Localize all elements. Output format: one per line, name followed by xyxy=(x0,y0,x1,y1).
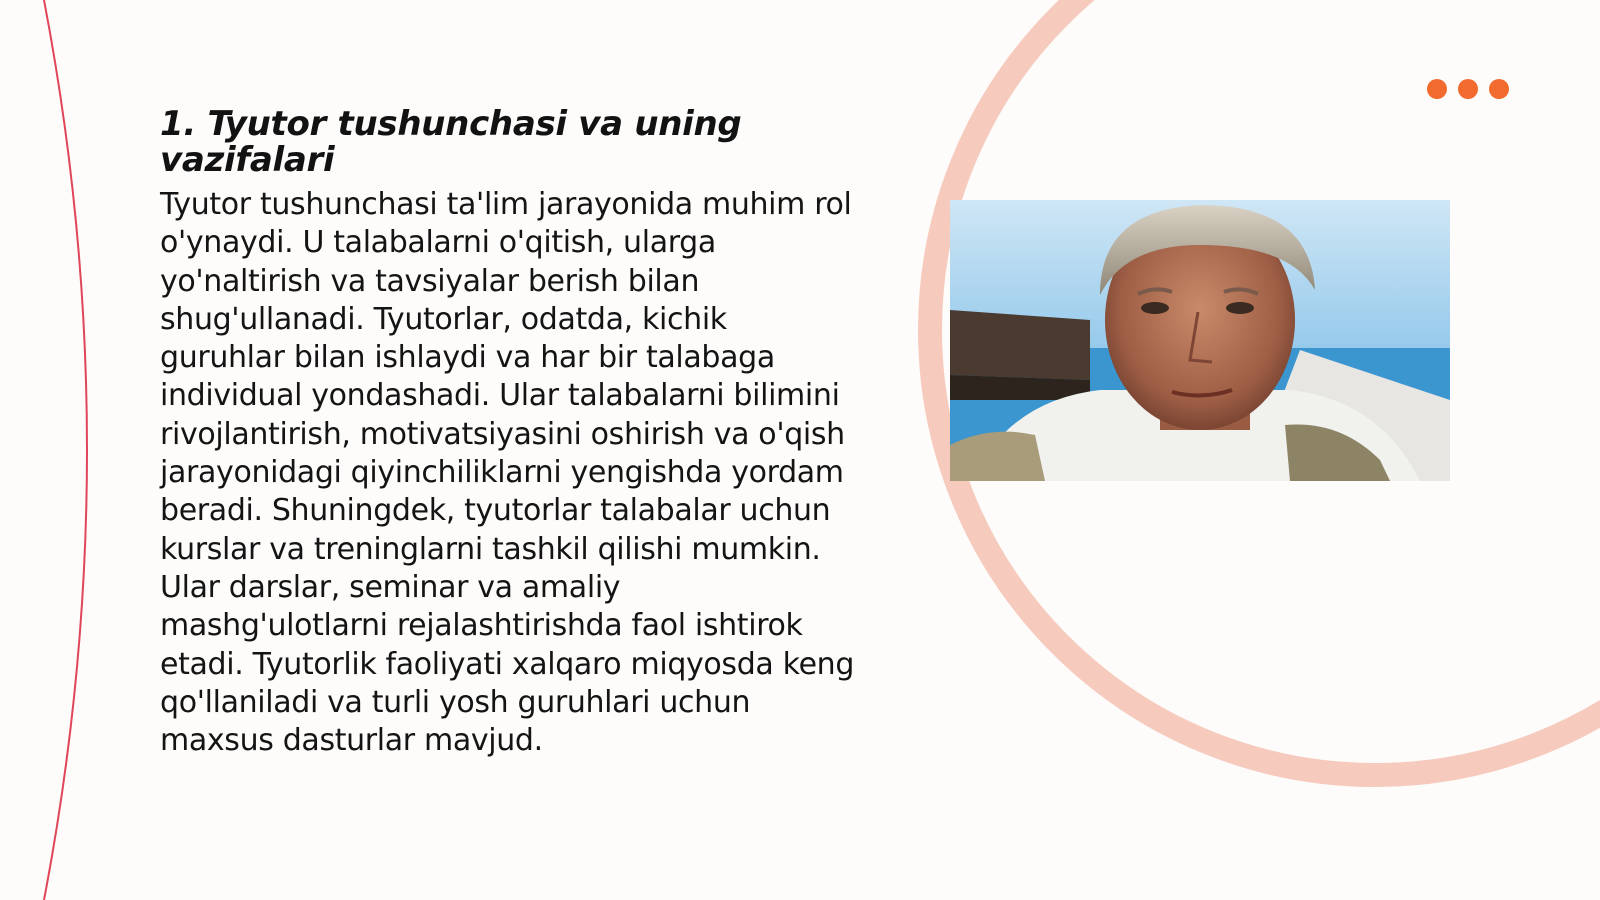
dot-icon xyxy=(1458,79,1478,99)
decorative-dots xyxy=(1427,79,1509,99)
slide-title: 1. Tyutor tushunchasi va uning vazifalari xyxy=(160,104,742,181)
slide-body-text: Tyutor tushunchasi ta'lim jarayonida muhim rol o'ynaydi. U talabalarni o'qitish, ularga yo'naltirish va tavsiyalar berish bilan shug'ullanadi. Tyutorlar, odatda, kichik guruhlar bilan ishlaydi va har bir talabaga individual yondashadi. Ular talabalarni bilimini rivojlantirish, motivatsiyasini oshirish va o'qish jarayonidagi qiyinchiliklarni yengishda yordam beradi. Shuningdek, tyutorlar talabalar uchun kurslar va treninglarni tashkil qilishi mumkin. Ular darslar, seminar va amaliy mashg'ulotlarni rejalashtirishda faol ishtirok etadi. Tyutorlik faoliyati xalqaro miqyosda keng qo'llaniladi va turli yosh guruhlari uchun maxsus dasturlar mavjud. xyxy=(160,187,855,759)
dot-icon xyxy=(1427,79,1447,99)
portrait-photo xyxy=(950,200,1450,481)
left-arc-line xyxy=(44,0,87,900)
dot-icon xyxy=(1489,79,1509,99)
